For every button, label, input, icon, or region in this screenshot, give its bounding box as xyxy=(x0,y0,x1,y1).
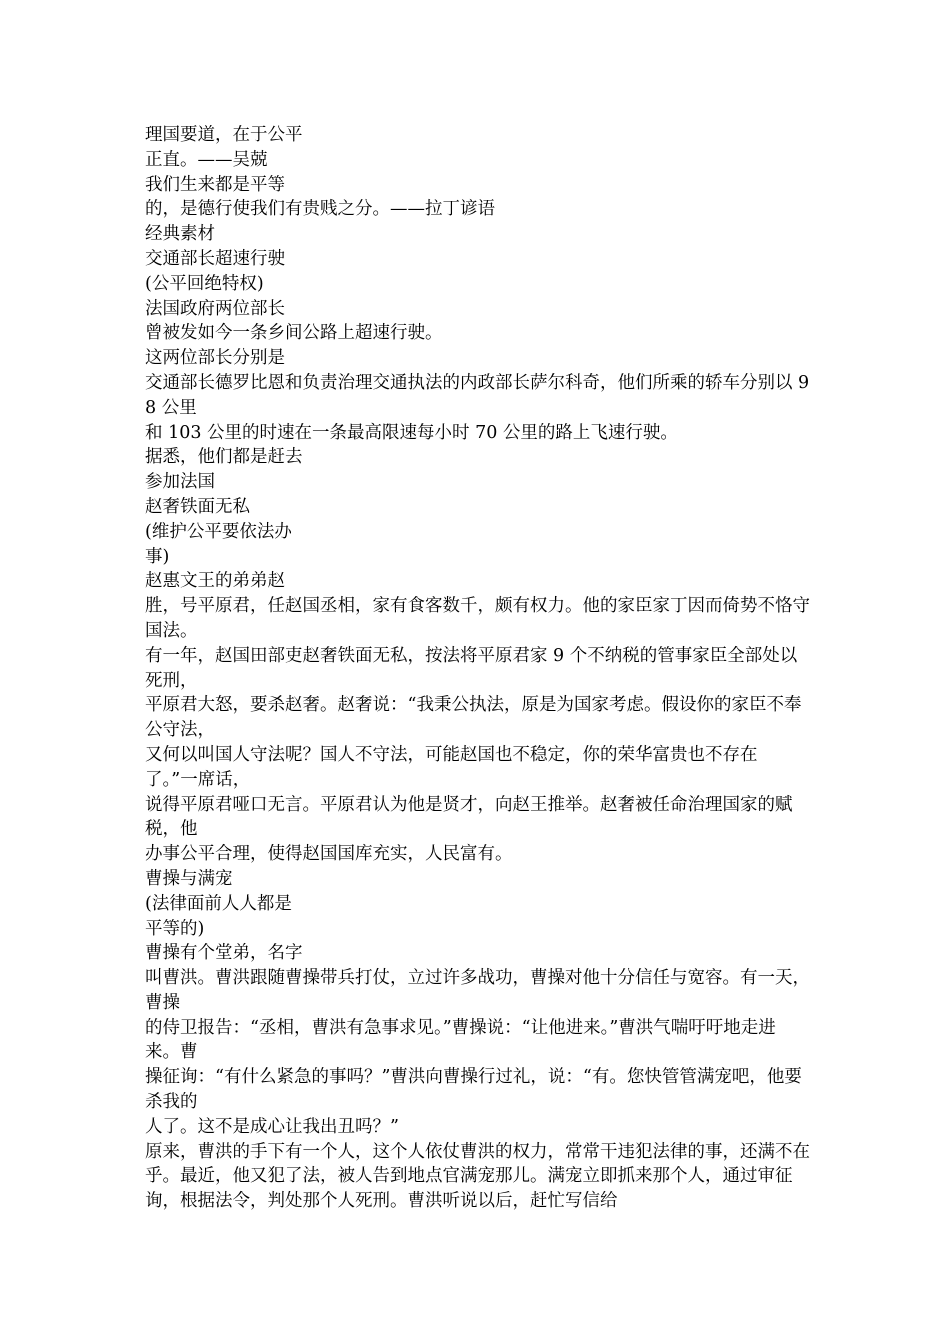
text-line: 操征询：“有什么紧急的事吗？”曹洪向曹操行过礼，说：“有。您快管管满宠吧，他要杀我的 xyxy=(145,1067,802,1113)
text-line: 人了。这不是成心让我出丑吗？” xyxy=(145,1116,399,1137)
story-subtitle: 平等的) xyxy=(145,918,205,939)
text-line: 正直。——吴兢 xyxy=(145,149,268,170)
text-line: 曹操有个堂弟，名字 xyxy=(145,943,303,964)
text-line: 这两位部长分别是 xyxy=(145,348,285,369)
story-title: 赵奢铁面无私 xyxy=(145,496,250,517)
text-line: 理国要道，在于公平 xyxy=(145,125,303,145)
document-body xyxy=(145,123,810,1214)
text-line: 赵惠文王的弟弟赵 xyxy=(145,571,285,592)
text-line: 我们生来都是平等 xyxy=(145,174,285,195)
text-line: 叫曹洪。曹洪跟随曹操带兵打仗，立过许多战功，曹操对他十分信任与宽容。有一天，曹操 xyxy=(145,968,810,1013)
text-line: 参加法国 xyxy=(145,472,215,493)
text-line: 的侍卫报告：“丞相，曹洪有急事求见。”曹操说：“让他进来。”曹洪气喘吁吁地走进来。曹 xyxy=(145,1017,776,1063)
story-title: 曹操与满宠 xyxy=(145,868,233,889)
text-line: 和 103 公里的时速在一条最高限速每小时 70 公里的路上飞速行驶。 xyxy=(145,422,678,443)
story-subtitle: (法律面前人人都是 xyxy=(145,893,292,914)
text-line: 交通部长德罗比恩和负责治理交通执法的内政部长萨尔科奇，他们所乘的轿车分别以 98 公里 xyxy=(145,372,810,418)
text-line: 又何以叫国人守法呢？国人不守法，可能赵国也不稳定，你的荣华富贵也不存在了。”一席话， xyxy=(145,744,758,790)
section-heading: 经典素材 xyxy=(145,224,215,245)
story-subtitle: (公平回绝特权) xyxy=(145,273,264,294)
text-line: 法国政府两位部长 xyxy=(145,298,285,319)
story-title: 交通部长超速行驶 xyxy=(145,248,285,269)
text-line: 曾被发如今一条乡间公路上超速行驶。 xyxy=(145,323,443,344)
story-subtitle: 事) xyxy=(145,546,170,567)
text-line: 平原君大怒，要杀赵奢。赵奢说：“我秉公执法，原是为国家考虑。假设你的家臣不奉公守法， xyxy=(145,695,802,741)
story-subtitle: (维护公平要依法办 xyxy=(145,521,292,542)
text-line: 胜，号平原君，任赵国丞相，家有食客数千，颇有权力。他的家臣家丁因而倚势不恪守国法。 xyxy=(145,596,810,641)
text-line: 的，是德行使我们有贵贱之分。——拉丁谚语 xyxy=(145,199,495,220)
text-line: 据悉，他们都是赶去 xyxy=(145,447,303,468)
text-line: 办事公平合理，使得赵国国库充实，人民富有。 xyxy=(145,844,513,865)
text-line: 说得平原君哑口无言。平原君认为他是贤才，向赵王推举。赵奢被任命治理国家的赋税，他 xyxy=(145,794,793,840)
text-line: 原来，曹洪的手下有一个人，这个人依仗曹洪的权力，常常干违犯法律的事，还满不在乎。最近，他又犯了法，被人告到地点官满宠那儿。满宠立即抓来那个人，通过审征询，根据法令，判处那个人死刑。曹洪听说以后，赶忙写信给 xyxy=(145,1141,810,1212)
text-line: 有一年，赵国田部吏赵奢铁面无私，按法将平原君家 9 个不纳税的管事家臣全部处以死刑， xyxy=(145,645,798,691)
